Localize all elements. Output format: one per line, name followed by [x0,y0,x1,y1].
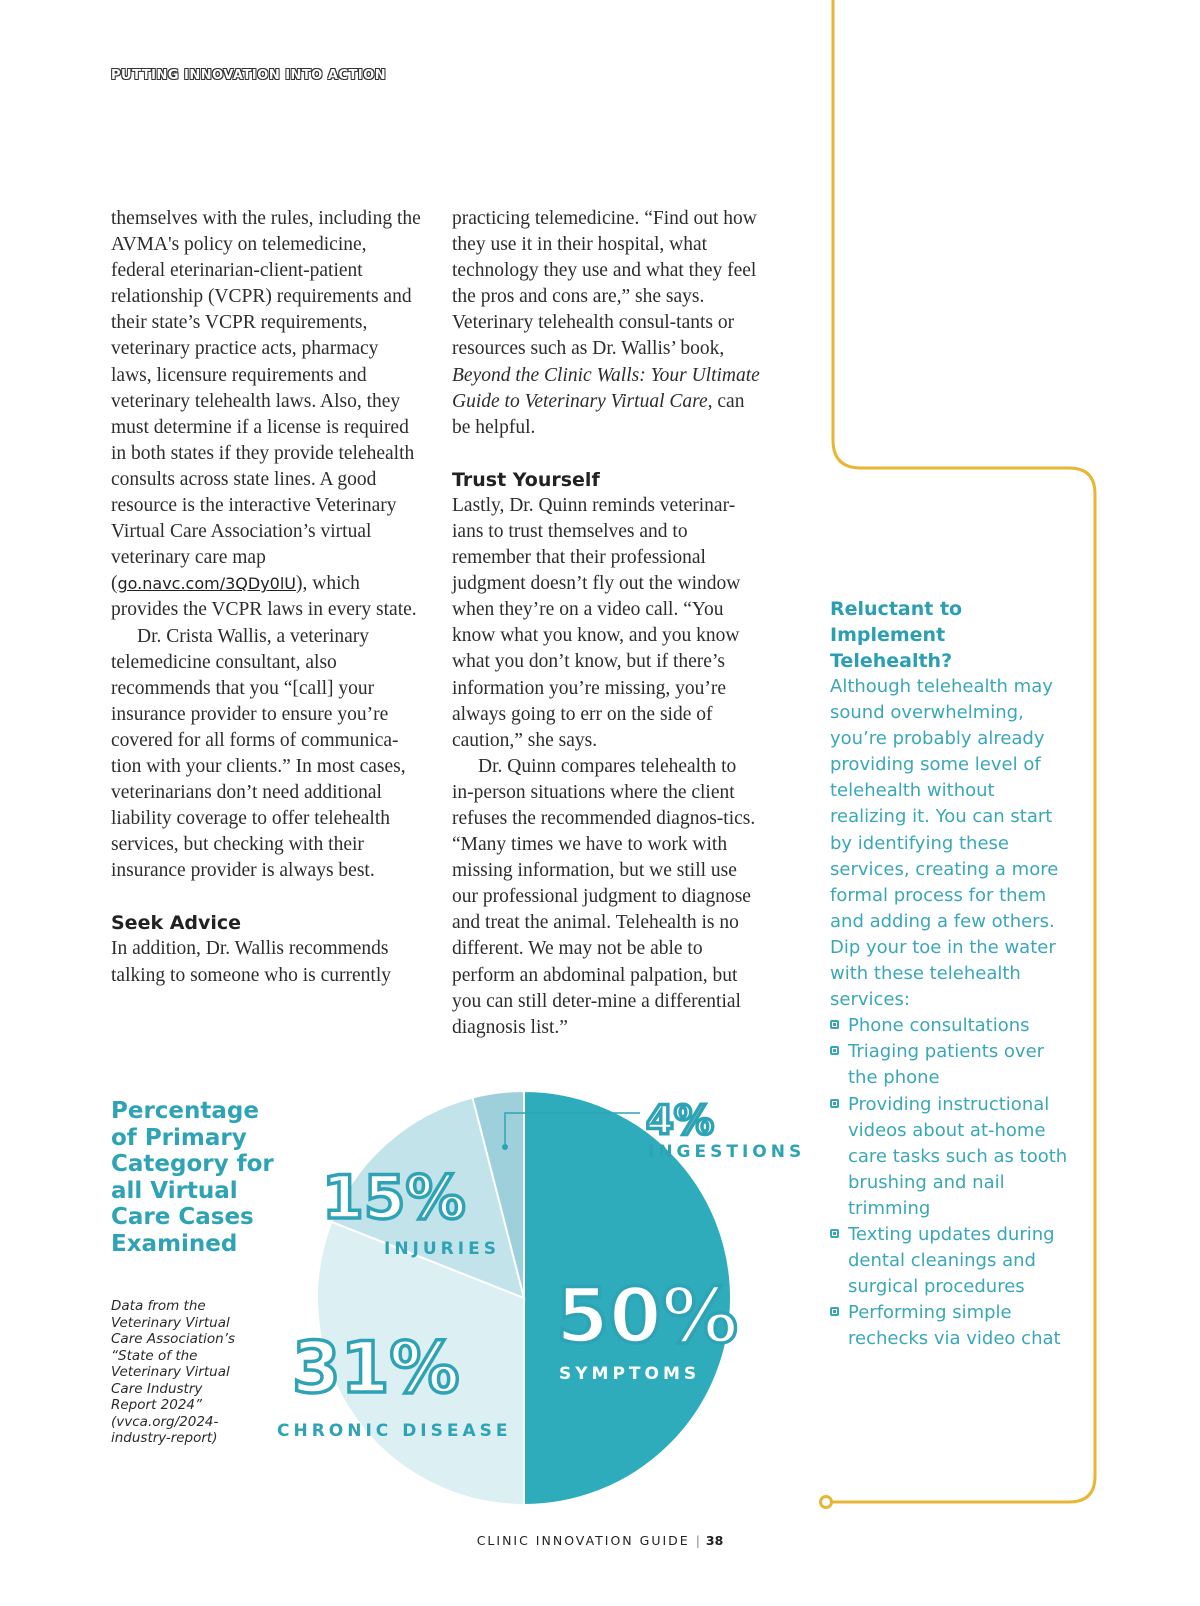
paragraph: Lastly, Dr. Quinn reminds veterinar-ians to trust themselves and to remember that their professional judgment doesn’t fly out the window when they’re on a video call. “You know what you know, and you know what you don’t know, but if there’s information you’re missing, you’re always going to err on the side of caution,” she says. [452,494,741,751]
paragraph: In addition, Dr. Wallis recommends talking to someone who is currently [111,938,391,986]
pct-label-chronic-disease: 31% [292,1327,460,1409]
chart-source: Data from the Veterinary Virtual Care Association’s “State of the Veterinary Virtual Care Industry Report 2024” (vvca.org/2024-industry-report) [111,1298,236,1446]
paragraph-text: themselves with the rules, including the AVMA's policy on telemedicine, federal eterinarian-client-patient relationship (VCPR) requirements and their state’s VCPR requirements, veterinary practice acts, pharmacy laws, licensure requirements and veterinary telehealth laws. Also, they must determine if a license is required in both states if they provide telehealth consults across state lines. A good resource is the interactive Veterinary Virtual Care Association’s virtual veterinary care map ( [111,208,421,595]
list-item-text: Performing simple rechecks via video chat [848,1302,1061,1350]
page-number: 38 [705,1533,724,1548]
list-item-text: Texting updates during dental cleanings and surgical procedures [848,1223,1055,1298]
list-item-text: Phone consultations [848,1015,1030,1037]
page-footer [0,1533,1200,1548]
slice-label-chronic-disease: CHRONIC DISEASE [277,1421,512,1441]
footer-guide-name: CLINIC INNOVATION GUIDE [476,1533,690,1548]
pct-label-ingestions: 4% [646,1098,714,1144]
pct-label-symptoms: 50% [556,1271,738,1360]
slice-label-injuries: INJURIES [384,1239,500,1259]
paragraph-text: practicing telemedicine. “Find out how they use it in their hospital, what technology they use and what they feel the pros and cons are,” she says. Veterinary telehealth consul-tants or resources such as Dr. Wallis’ book, [452,208,757,360]
list-item-text: Triaging patients over the phone [848,1041,1045,1089]
section-kicker: PUTTING INNOVATION INTO ACTION [111,68,387,83]
sidebar-title: Reluctant to Implement Telehealth? [830,598,963,672]
section-heading-seek-advice: Seek Advice [111,912,242,935]
slice-label-ingestions: INGESTIONS [648,1142,806,1162]
section-heading-trust-yourself: Trust Yourself [452,468,600,491]
paragraph-text: ), which provides the VCPR laws in every state. [111,573,417,621]
paragraph: Dr. Crista Wallis, a veterinary telemedicine consultant, also recommends that you “[call] your insurance provider to ensure you’re covered for all forms of communica-tion with your clients.” In most cases, veterinarians don’t need additional liability coverage to offer telehealth services, but checking with their insurance provider is always best. [111,625,406,882]
slice-label-symptoms: SYMPTOMS [559,1364,701,1384]
book-title: Beyond the Clinic Walls: Your Ultimate Guide to Veterinary Virtual Care [452,364,760,412]
footer-separator: | [695,1533,700,1548]
list-item-text: Providing instructional videos about at-home care tasks such as tooth brushing and nail trimming [848,1093,1068,1219]
sidebar-intro: Although telehealth may sound overwhelming, you’re probably already providing some level of telehealth without realizing it. You can start by identifying these services, creating a more formal process for them and adding a few others. Dip your toe in the water with these telehealth services: [830,676,1059,1011]
paragraph-text: , can be helpful. [452,390,745,438]
chart-title: Percentage of Primary Category for all Virtual Care Cases Examined [111,1098,274,1257]
vcpr-map-link[interactable]: go.navc.com/3QDy0lU [117,574,297,594]
paragraph: Dr. Quinn compares telehealth to in-person situations where the client refuses the recommended diagnos-tics. “Many times we have to work with missing information, but we still use our professional judgment to diagnose and treat the animal. Telehealth is no different. We may not be able to perform an abdominal palpation, but you can still deter-mine a differential diagnosis list.” [452,755,756,1038]
ingestions-leader-dot [502,1144,508,1150]
pct-label-injuries: 15% [322,1163,466,1233]
